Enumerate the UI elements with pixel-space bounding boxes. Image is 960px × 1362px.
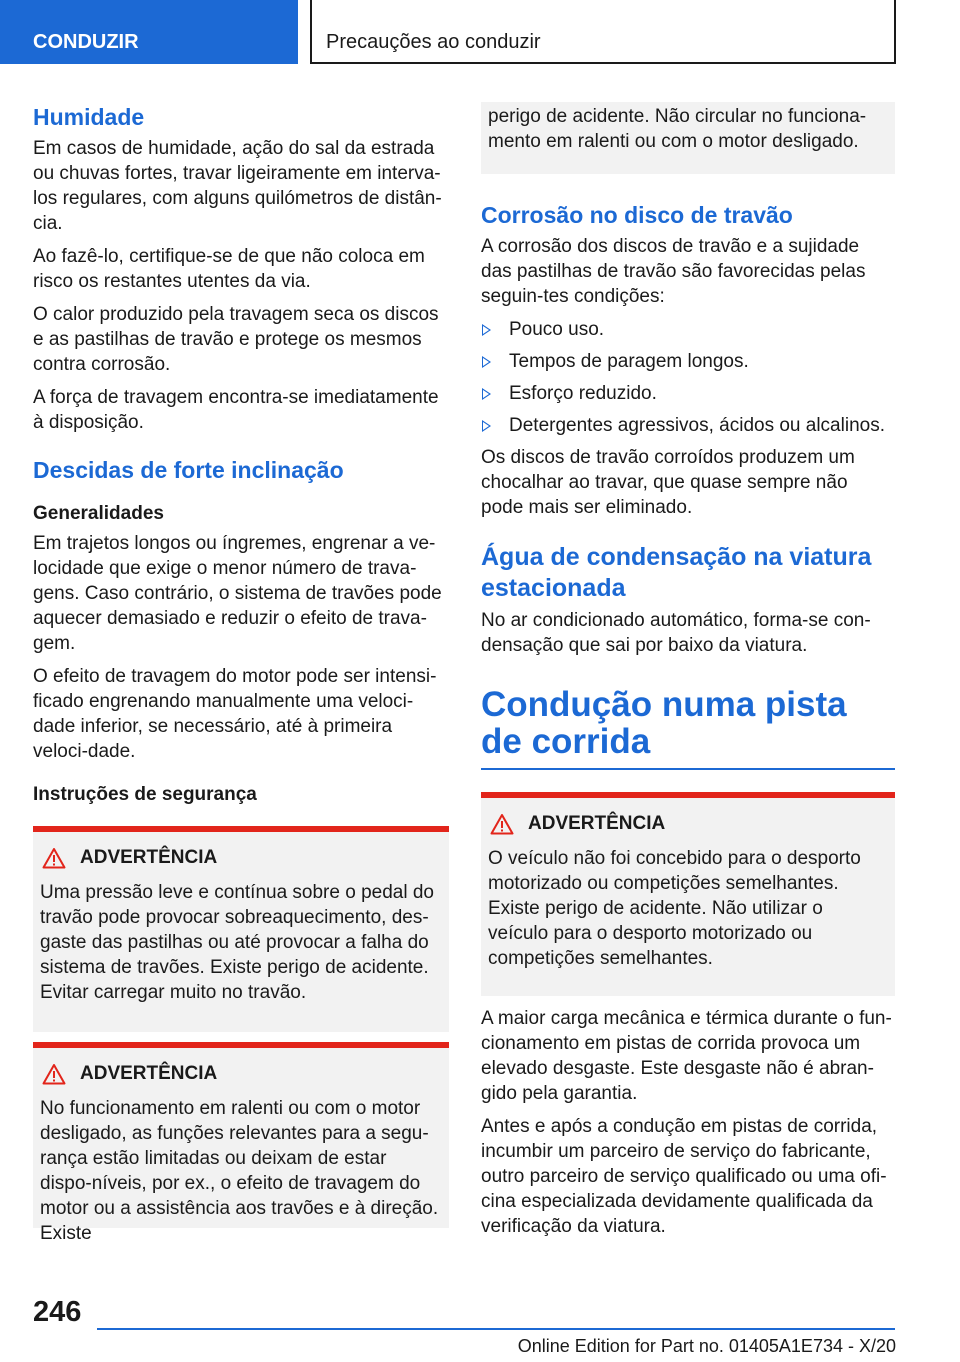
pista-title: Condução numa pista de corrida xyxy=(481,686,895,770)
list-item: Esforço reduzido. xyxy=(481,381,895,406)
warning-continuation-box xyxy=(481,102,895,174)
list-item: Tempos de paragem longos. xyxy=(481,349,895,374)
warning-title: ADVERTÊNCIA xyxy=(80,847,218,868)
warning-box xyxy=(33,826,449,1032)
header-section-tab xyxy=(0,0,298,64)
right-column xyxy=(481,102,895,1247)
warning-continuation-text: perigo de acidente. Não circular no funciona-mento em ralenti ou com o motor desligado. xyxy=(488,106,867,152)
header-section-label: CONDUZIR xyxy=(33,31,139,53)
header-subsection-label: Precauções ao conduzir xyxy=(326,31,541,53)
header-subsection xyxy=(310,0,896,64)
seguranca-title: Instruções de segurança xyxy=(33,784,257,805)
warning-text: Uma pressão leve e contínua sobre o pedal do travão pode provocar sobreaquecimento, des-gaste das pastilhas ou até provocar a falha do sistema de travões. Existe perigo de acidente. Evitar carregar muito no travão. xyxy=(40,882,434,1003)
paragraph: Ao fazê-lo, certifique-se de que não coloca em risco os restantes utentes da via. xyxy=(33,246,425,292)
paragraph: O calor produzido pela travagem seca os discos e as pastilhas de travão e protege os mesmos contra corrosão. xyxy=(33,304,439,375)
paragraph: A corrosão dos discos de travão e a sujidade das pastilhas de travão são favorecidas pelas seguin-tes condições: xyxy=(481,236,866,307)
footer-edition: Online Edition for Part no. 01405A1E734 - X/20 xyxy=(517,1336,896,1356)
corrosao-title: Corrosão no disco de travão xyxy=(481,202,793,228)
warning-heading xyxy=(40,1060,441,1088)
paragraph: Em casos de humidade, ação do sal da estrada ou chuvas fortes, travar ligeiramente em interva-los regulares, com alguns quilómetros de distân-cia. xyxy=(33,138,442,234)
warning-triangle-icon xyxy=(42,1063,66,1085)
warning-heading xyxy=(40,844,441,872)
warning-title: ADVERTÊNCIA xyxy=(528,813,666,834)
warning-heading xyxy=(488,810,887,838)
warning-title: ADVERTÊNCIA xyxy=(80,1063,218,1084)
paragraph: O efeito de travagem do motor pode ser intensi-ficado engrenando manualmente uma veloci-dade inferior, se necessário, até à primeira veloci-dade. xyxy=(33,666,437,762)
agua-title: Água de condensação na viatura estacionada xyxy=(481,543,872,602)
paragraph: Em trajetos longos ou íngremes, engrenar a ve-locidade que exige o menor número de trava-gens. Caso contrário, o sistema de travões pode aquecer demasiado e reduzir o efeito de trava-gem. xyxy=(33,533,442,654)
warning-triangle-icon xyxy=(42,847,66,869)
triangle-bullet-icon xyxy=(482,420,491,432)
page-number: 246 xyxy=(33,1296,82,1328)
list-item: Pouco uso. xyxy=(481,317,895,342)
humidade-title: Humidade xyxy=(33,104,145,130)
warning-box xyxy=(33,1042,449,1244)
paragraph: No ar condicionado automático, forma-se con-densação que sai por baixo da viatura. xyxy=(481,610,871,656)
warning-triangle-icon xyxy=(490,813,514,835)
paragraph: Os discos de travão corroídos produzem um chocalhar ao travar, que quase sempre não pode mais ser eliminado. xyxy=(481,447,855,518)
warning-text: No funcionamento em ralenti ou com o motor desligado, as funções relevantes para a segu-rança estão limitadas ou deixam de estar dispo-níveis, por ex., o efeito de travagem do motor ou a assistência aos travões e à direção. Existe xyxy=(40,1098,439,1244)
triangle-bullet-icon xyxy=(482,388,491,400)
list-item: Detergentes agressivos, ácidos ou alcalinos. xyxy=(481,413,895,438)
descidas-title: Descidas de forte inclinação xyxy=(33,457,344,483)
footer-divider xyxy=(97,1328,895,1330)
paragraph: A força de travagem encontra-se imediatamente à disposição. xyxy=(33,387,439,433)
triangle-bullet-icon xyxy=(482,356,491,368)
corrosao-list xyxy=(481,317,895,438)
warning-box xyxy=(481,792,895,996)
warning-text: O veículo não foi concebido para o desporto motorizado ou competições semelhantes. Existe perigo de acidente. Não utilizar o veículo para o desporto motorizado ou competições semelhantes. xyxy=(488,848,861,969)
left-column xyxy=(33,100,449,1244)
triangle-bullet-icon xyxy=(482,324,491,336)
generalidades-title: Generalidades xyxy=(33,503,164,524)
paragraph: A maior carga mecânica e térmica durante o fun-cionamento em pistas de corrida provoca um elevado desgaste. Este desgaste não é abran-gido pela garantia. xyxy=(481,1008,892,1104)
paragraph: Antes e após a condução em pistas de corrida, incumbir um parceiro de serviço do fabricante, outro parceiro de serviço qualificado ou uma ofi-cina especializada devidamente qualificada da verificação da viatura. xyxy=(481,1116,887,1237)
